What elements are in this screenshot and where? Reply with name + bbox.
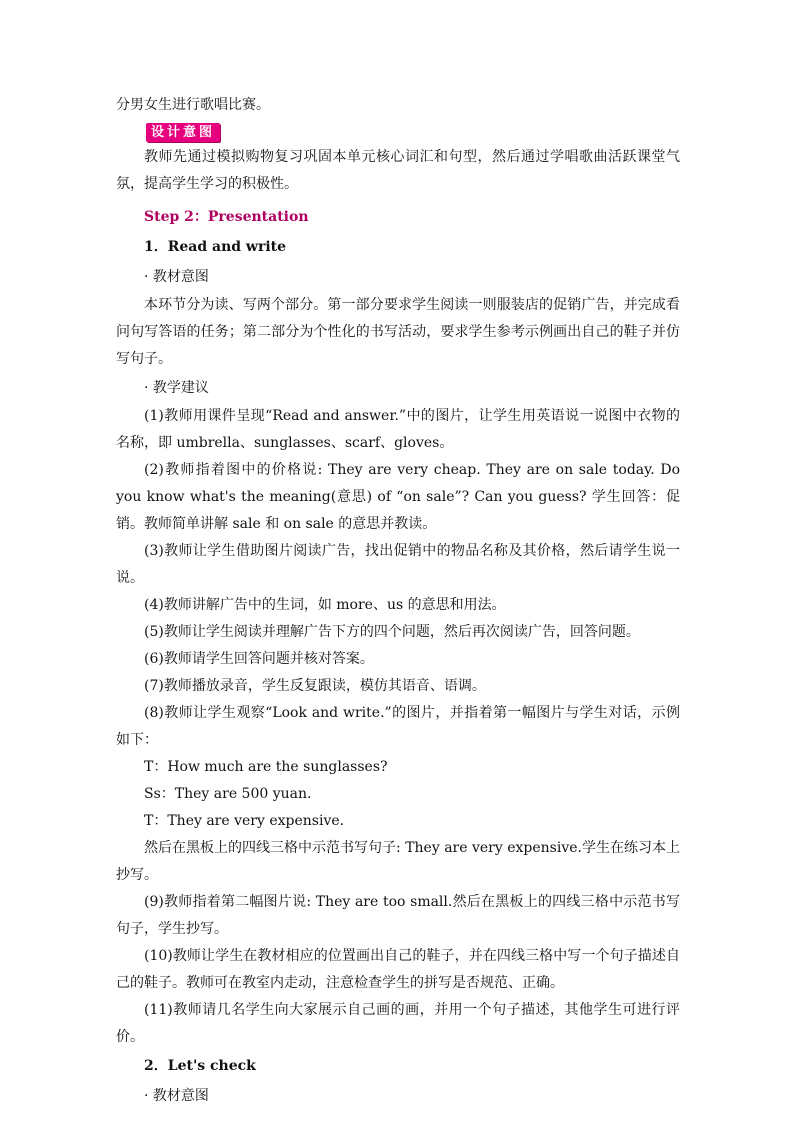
section1-bullet-suggestion: · 教学建议 xyxy=(144,380,209,396)
suggestion-item-8: (8)教师让学生观察“Look and write.”的图片，并指着第一幅图片与学生对话，示例如下： xyxy=(116,705,680,748)
after-dialogue-paragraph: 然后在黑板上的四线三格中示范书写句子: They are very expensive.学生在练习本上抄写。 xyxy=(116,840,680,883)
design-intent-badge: 设计意图 xyxy=(146,123,220,142)
design-intent-paragraph: 教师先通过模拟购物复习巩固本单元核心词汇和句型，然后通过学唱歌曲活跃课堂气氛，提高学生学习的积极性。 xyxy=(116,149,680,192)
suggestion-item-9: (9)教师指着第二幅图片说: They are too small.然后在黑板上的四线三格中示范书写句子，学生抄写。 xyxy=(116,894,680,937)
suggestion-item-4: (4)教师讲解广告中的生词，如 more、us 的意思和用法。 xyxy=(144,597,506,613)
dialogue-line-1: T：How much are the sunglasses? xyxy=(144,759,388,775)
suggestion-item-10: (10)教师让学生在教材相应的位置画出自己的鞋子，并在四线三格中写一个句子描述自己的鞋子。教师可在教室内走动，注意检查学生的拼写是否规范、正确。 xyxy=(116,948,680,991)
suggestion-item-11: (11)教师请几名学生向大家展示自己画的画，并用一个句子描述，其他学生可进行评价。 xyxy=(116,1002,680,1045)
section1-bullet-intent: · 教材意图 xyxy=(144,269,209,285)
suggestion-item-2: (2)教师指着图中的价格说: They are very cheap. They are on sale today. Do you know what's the meaning(意思) of “on sale”? Can you guess? 学生回答：促销。教师简单讲解 sale 和 on sale 的意思并教读。 xyxy=(116,462,680,532)
document-page xyxy=(116,92,680,1111)
suggestion-item-7: (7)教师播放录音，学生反复跟读，模仿其语音、语调。 xyxy=(144,678,486,694)
top-line: 分男女生进行歌唱比赛。 xyxy=(116,97,270,113)
design-badge-wrap xyxy=(116,119,680,144)
section1-heading: 1．Read and write xyxy=(144,239,287,255)
section2-bullet-intent: · 教材意图 xyxy=(144,1088,209,1104)
suggestion-item-6: (6)教师请学生回答问题并核对答案。 xyxy=(144,651,374,667)
dialogue-line-3: T：They are very expensive. xyxy=(144,813,345,829)
section1-intent-paragraph: 本环节分为读、写两个部分。第一部分要求学生阅读一则服装店的促销广告，并完成看问句写答语的任务；第二部分为个性化的书写活动，要求学生参考示例画出自己的鞋子并仿写句子。 xyxy=(116,297,680,367)
dialogue-line-2: Ss：They are 500 yuan. xyxy=(144,786,312,802)
suggestion-item-5: (5)教师让学生阅读并理解广告下方的四个问题，然后再次阅读广告，回答问题。 xyxy=(144,624,640,640)
suggestion-item-3: (3)教师让学生借助图片阅读广告，找出促销中的物品名称及其价格，然后请学生说一说。 xyxy=(116,543,680,586)
section2-heading: 2．Let's check xyxy=(144,1058,256,1074)
step2-heading: Step 2：Presentation xyxy=(144,209,309,225)
suggestion-item-1: (1)教师用课件呈现“Read and answer.”中的图片，让学生用英语说一说图中衣物的名称，即 umbrella、sunglasses、scarf、gloves。 xyxy=(116,408,680,451)
